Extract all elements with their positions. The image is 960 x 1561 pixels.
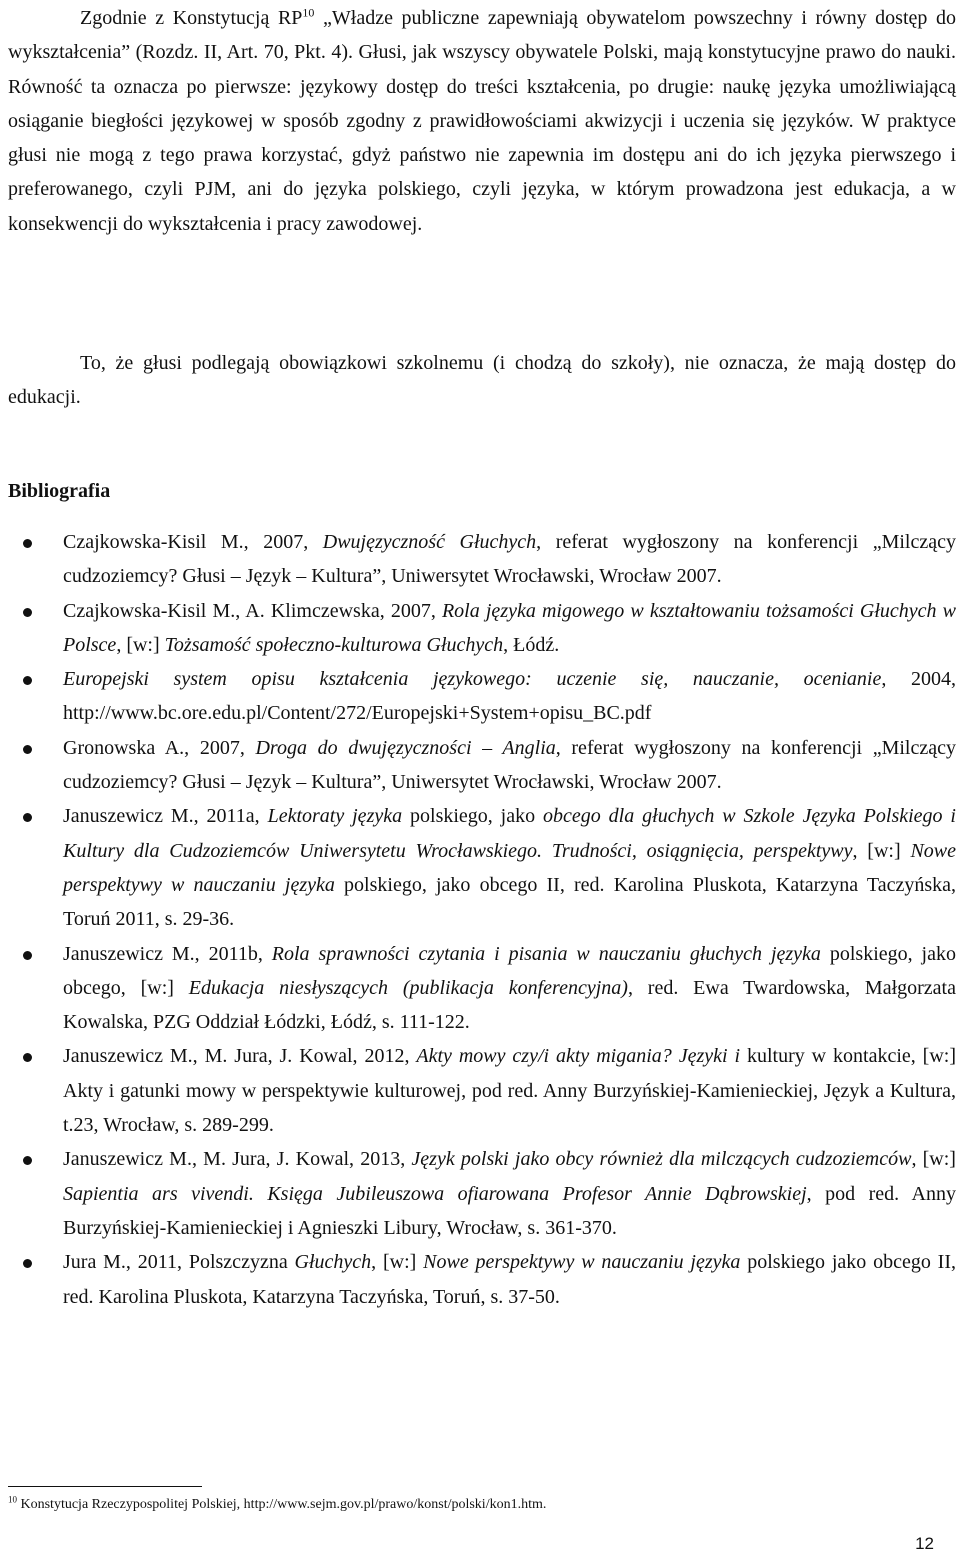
bibliography-item: Gronowska A., 2007, Droga do dwujęzyczności – Anglia, referat wygłoszony na konferencji „Milczący cudzoziemcy? Głusi – Język – Kultura”, Uniwersytet Wrocławski, Wrocław 2007. [8,731,956,800]
bullet-icon [23,813,32,822]
body-paragraph-2 [8,346,956,415]
bibliography-item: Czajkowska-Kisil M., 2007, Dwujęzyczność Głuchych, referat wygłoszony na konferencji „Milczący cudzoziemcy? Głusi – Język – Kultura”, Uniwersytet Wrocławski, Wrocław 2007. [8,525,956,594]
paragraph-body: „Władze publiczne zapewniają obywatelom powszechny i równy dostęp do wykształcenia” (Rozdz. II, Art. 70, Pkt. 4). Głusi, jak wszyscy obywatele Polski, mają konstytucyjne prawo do nauki. Równość ta oznacza po pierwsze: językowy dostęp do treści kształcenia, po drugie: naukę języka umożliwiającą osiąganie biegłości językowej w sposób zgodny z prawidłowościami akwizycji i uczenia się języków. W praktyce głusi nie mogą z tego prawa korzystać, gdyż państwo nie zapewnia im dostępu ani do ich języka pierwszego i preferowanego, czyli PJM, ani do języka polskiego, czyli języka, w którym prowadzona jest edukacja, a w konsekwencji do wykształcenia i pracy zawodowej. [8,7,956,235]
footnote-separator [8,1486,202,1487]
bibliography-item: Czajkowska-Kisil M., A. Klimczewska, 2007, Rola języka migowego w kształtowaniu tożsamości Głuchych w Polsce, [w:] Tożsamość społeczno-kulturowa Głuchych, Łódź. [8,594,956,663]
bibliography-item: Jura M., 2011, Polszczyzna Głuchych, [w:] Nowe perspektywy w nauczaniu języka polskiego jako obcego II, red. Karolina Pluskota, Katarzyna Taczyńska, Toruń, s. 37-50. [8,1245,956,1314]
bibliography-item: Europejski system opisu kształcenia językowego: uczenie się, nauczanie, ocenianie, 2004, http://www.bc.ore.edu.pl/Content/272/Europejski+System+opisu_BC.pdf [8,662,956,731]
bullet-icon [23,1053,32,1062]
footnote-text: Konstytucja Rzeczypospolitej Polskiej, http://www.sejm.gov.pl/prawo/konst/polski/kon1.htm. [17,1497,547,1512]
footnote-number: 10 [8,1494,17,1505]
bullet-icon [23,539,32,548]
bullet-icon [23,676,32,685]
bibliography-heading: Bibliografia [8,480,111,502]
bullet-icon [23,745,32,754]
bullet-icon [23,608,32,617]
bibliography-item: Januszewicz M., M. Jura, J. Kowal, 2013, Język polski jako obcy również dla milczących cudzoziemców, [w:] Sapientia ars vivendi. Księga Jubileuszowa ofiarowana Profesor Annie Dąbrowskiej, pod red. Anny Burzyńskiej-Kamienieckiej i Agnieszki Libury, Wrocław, s. 361-370. [8,1142,956,1245]
bibliography-item: Januszewicz M., 2011a, Lektoraty języka polskiego, jako obcego dla głuchych w Szkole Języka Polskiego i Kultury dla Cudzoziemców Uniwersytetu Wrocławskiego. Trudności, osiągnięcia, perspektywy, [w:] Nowe perspektywy w nauczaniu języka polskiego, jako obcego II, red. Karolina Pluskota, Katarzyna Taczyńska, Toruń 2011, s. 29-36. [8,799,956,936]
bibliography-url[interactable]: , 2004, http://www.bc.ore.edu.pl/Content/272/Europejski+System+opisu_BC.pdf [63,668,957,725]
bullet-icon [23,1156,32,1165]
paragraph-text: To, że głusi podlegają obowiązkowi szkolnemu (i chodzą do szkoły), nie oznacza, że mają dostęp do edukacji. [8,352,956,409]
page-number: 12 [915,1534,934,1553]
bibliography-item: Januszewicz M., M. Jura, J. Kowal, 2012, Akty mowy czy/i akty migania? Języki i kultury w kontakcie, [w:] Akty i gatunki mowy w perspektywie kulturowej, pod red. Anny Burzyńskiej-Kamienieckiej, Język a Kultura, t.23, Wrocław, s. 289-299. [8,1039,956,1142]
paragraph-lead: Zgodnie z Konstytucją RP [80,7,303,29]
bibliography-item: Januszewicz M., 2011b, Rola sprawności czytania i pisania w nauczaniu głuchych języka polskiego, jako obcego, [w:] Edukacja niesłyszących (publikacja konferencyjna), red. Ewa Twardowska, Małgorzata Kowalska, PZG Oddział Łódzki, Łódź, s. 111-122. [8,937,956,1040]
footnote-reference[interactable]: 10 [302,5,315,20]
bullet-icon [23,951,32,960]
body-paragraph-1 [8,1,956,241]
bullet-icon [23,1259,32,1268]
bibliography-list [8,525,956,1314]
footnote [8,1496,546,1514]
